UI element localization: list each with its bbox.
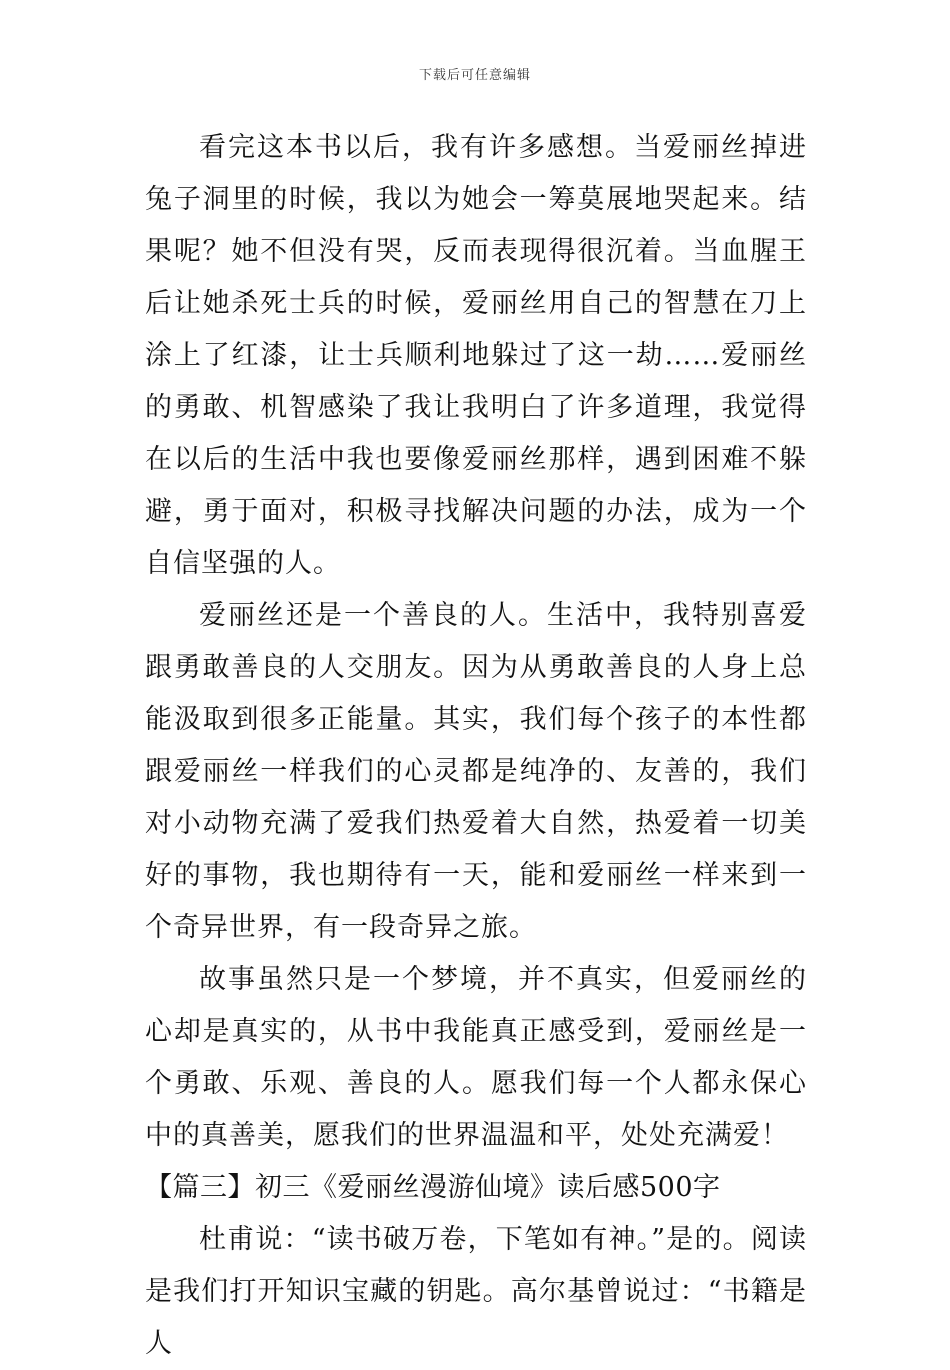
page-header-note: 下载后可任意编辑 xyxy=(418,68,531,83)
paragraph-2: 爱丽丝还是一个善良的人。生活中，我特别喜爱跟勇敢善良的人交朋友。因为从勇敢善良的人身上总能汲取到很多正能量。其实，我们每个孩子的本性都跟爱丽丝一样我们的心灵都是纯净的、友善的，我们对小动物充满了爱我们热爱着大自然，热爱着一切美好的事物，我也期待有一天，能和爱丽丝一样来到一个奇异世界，有一段奇异之旅。 xyxy=(145,600,807,943)
document-body xyxy=(145,122,807,1370)
section-paragraph: 杜甫说：“读书破万卷，下笔如有神。”是的。阅读是我们打开知识宝藏的钥匙。高尔基曾说过：“书籍是人 xyxy=(145,1224,807,1359)
section-heading: 【篇三】初三《爱丽丝漫游仙境》读后感500字 xyxy=(145,1172,721,1203)
paragraph-1: 看完这本书以后，我有许多感想。当爱丽丝掉进兔子洞里的时候，我以为她会一筹莫展地哭起来。结果呢？她不但没有哭，反而表现得很沉着。当血腥王后让她杀死士兵的时候，爱丽丝用自己的智慧在刀上涂上了红漆，让士兵顺利地躲过了这一劫……爱丽丝的勇敢、机智感染了我让我明白了许多道理，我觉得在以后的生活中我也要像爱丽丝那样，遇到困难不躲避，勇于面对，积极寻找解决问题的办法，成为一个自信坚强的人。 xyxy=(145,132,807,579)
paragraph-3: 故事虽然只是一个梦境，并不真实，但爱丽丝的心却是真实的，从书中我能真正感受到，爱丽丝是一个勇敢、乐观、善良的人。愿我们每一个人都永保心中的真善美，愿我们的世界温温和平，处处充满爱！ xyxy=(145,964,807,1151)
